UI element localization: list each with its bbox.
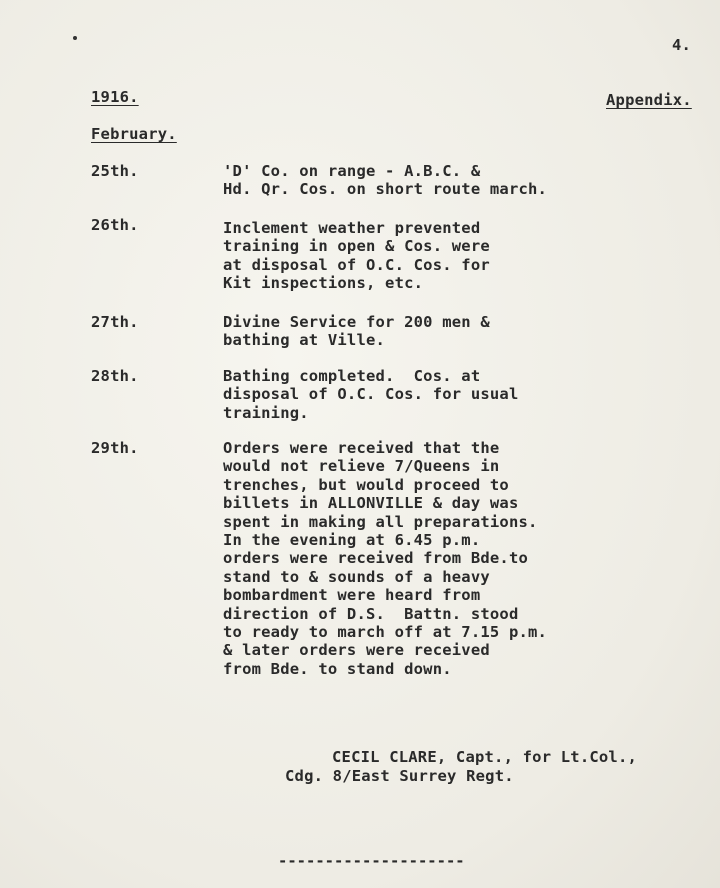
entry-line: training.: [223, 403, 309, 422]
entry-line: In the evening at 6.45 p.m.: [223, 531, 481, 550]
entry-date-25: 25th.: [91, 162, 139, 180]
month-heading: February.: [91, 125, 177, 143]
entry-line: bombardment were heard from: [223, 586, 481, 605]
entry-line: Kit inspections, etc.: [223, 274, 424, 293]
entry-body-27: [223, 313, 490, 350]
entry-line: spent in making all preparations.: [223, 512, 538, 531]
entry-body-26: [223, 219, 490, 293]
year-heading: 1916.: [91, 88, 139, 106]
entry-line: stand to & sounds of a heavy: [223, 567, 490, 586]
signature-line-1: CECIL CLARE, Capt., for Lt.Col.,: [332, 748, 638, 766]
appendix-heading: Appendix.: [606, 91, 692, 109]
entry-date-27: 27th.: [91, 313, 139, 331]
entry-date-29: 29th.: [91, 439, 139, 457]
entry-body-29: [223, 439, 547, 678]
entry-line: billets in ALLONVILLE & day was: [223, 494, 519, 513]
entry-line: orders were received from Bde.to: [223, 549, 529, 568]
ink-speck: [73, 36, 77, 40]
entry-line: & later orders were received: [223, 641, 490, 660]
entry-body-28: [223, 367, 519, 422]
entry-date-28: 28th.: [91, 367, 139, 385]
entry-line: Inclement weather prevented: [223, 219, 481, 237]
entry-line: to ready to march off at 7.15 p.m.: [223, 623, 548, 642]
page-number: 4.: [672, 36, 692, 54]
entry-line: at disposal of O.C. Cos. for: [223, 255, 490, 274]
entry-line: would not relieve 7/Queens in: [223, 457, 500, 476]
signature-line-2: Cdg. 8/East Surrey Regt.: [285, 767, 514, 785]
entry-body-25: [223, 162, 547, 199]
entry-line: from Bde. to stand down.: [223, 659, 452, 678]
entry-line: 'D' Co. on range - A.B.C. &: [223, 162, 481, 180]
entry-line: disposal of O.C. Cos. for usual: [223, 385, 519, 404]
entry-line: Orders were received that the: [223, 439, 500, 457]
entry-line: bathing at Ville.: [223, 331, 386, 350]
entry-date-26: 26th.: [91, 216, 139, 234]
entry-line: Hd. Qr. Cos. on short route march.: [223, 180, 548, 199]
entry-line: direction of D.S. Battn. stood: [223, 604, 519, 623]
entry-line: Divine Service for 200 men &: [223, 313, 490, 331]
entry-line: training in open & Cos. were: [223, 237, 490, 256]
closing-rule: --------------------: [278, 852, 465, 870]
entry-line: Bathing completed. Cos. at: [223, 367, 481, 385]
entry-line: trenches, but would proceed to: [223, 475, 509, 494]
